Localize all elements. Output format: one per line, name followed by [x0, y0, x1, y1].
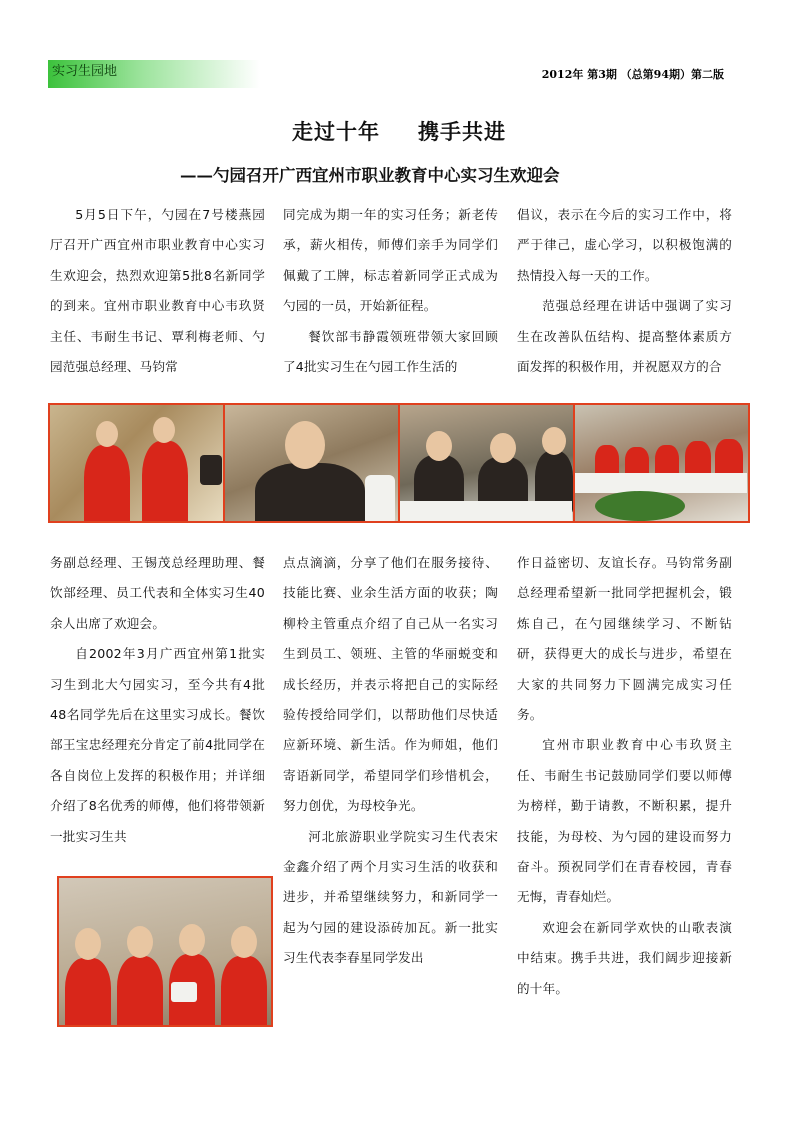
paragraph: 河北旅游职业学院实习生代表宋金鑫介绍了两个月实习生活的收获和进步，并希望继续努力，和新同学一起为勺园的建设添砖加瓦。新一批实习生代表李春星同学发出 — [283, 828, 498, 966]
photo-speaker — [225, 405, 398, 521]
article-title — [0, 116, 798, 146]
lower-column-3 — [517, 548, 732, 1004]
paragraph: 范强总经理在讲话中强调了实习生在改善队伍结构、提高整体素质方面发挥的积极作用，并祝愿双方的合 — [517, 298, 732, 375]
paragraph: 5月5日下午，勺园在7号楼燕园厅召开广西宜州市职业教育中心实习生欢迎会，热烈欢迎第5批8名新同学的到来。宜州市职业教育中心韦玖贤主任、韦耐生书记、覃利梅老师、勺园范强总经理、马钧常 — [50, 207, 265, 375]
photo-singing-students — [57, 876, 273, 1027]
upper-column-3 — [517, 200, 732, 382]
section-tag: 实习生园地 — [48, 60, 260, 88]
paragraph: 作日益密切、友谊长存。马钧常务副总经理希望新一批同学把握机会，锻炼自己，在勺园继续学习、不断钻研，获得更大的成长与进步，希望在大家的共同努力下圆满完成实习任务。 — [517, 555, 732, 723]
lower-column-2 — [283, 548, 498, 974]
article-title-part2: 携手共进 — [418, 119, 506, 144]
paragraph: 点点滴滴，分享了他们在服务接待、技能比赛、业余生活方面的收获；陶柳柃主管重点介绍了自己从一名实习生到员工、领班、主管的华丽蜕变和成长经历，并表示将把自己的实际经验传授给同学们，以帮助他们尽快适应新环境、新生活。作为师姐，他们寄语新同学，希望同学们珍惜机会，努力创优，为母校争光。 — [283, 555, 498, 814]
paragraph: 餐饮部韦静霞领班带领大家回顾了4批实习生在勺园工作生活的 — [283, 328, 498, 375]
paragraph: 务副总经理、王锡茂总经理助理、餐饮部经理、员工代表和全体实习生40余人出席了欢迎会。 — [50, 555, 265, 631]
article-subtitle: ——勺园召开广西宜州市职业教育中心实习生欢迎会 — [180, 166, 560, 185]
paragraph: 欢迎会在新同学欢快的山歌表演中结束。携手共进，我们阔步迎接新的十年。 — [517, 919, 732, 996]
paragraph: 倡议，表示在今后的实习工作中，将严于律己，虚心学习，以积极饱满的热情投入每一天的工作。 — [517, 207, 732, 283]
photo-strip — [48, 403, 750, 523]
lower-column-1 — [50, 548, 265, 852]
issue-info: 2012年 第3期 （总第94期）第二版 — [541, 68, 724, 81]
photo-conference-room — [575, 405, 748, 521]
paragraph: 宜州市职业教育中心韦玖贤主任、韦耐生书记鼓励同学们要以师傅为榜样，勤于请教，不断积累，提升技能，为母校、为勺园的建设而努力奋斗。预祝同学们在青春校园，青春无悔，青春灿烂。 — [517, 737, 732, 905]
paragraph: 同完成为期一年的实习任务；新老传承，薪火相传，师傅们亲手为同学们佩戴了工牌，标志着新同学正式成为勺园的一员，开始新征程。 — [283, 207, 498, 314]
upper-column-2 — [283, 200, 498, 382]
upper-column-1 — [50, 200, 265, 382]
article-title-part1: 走过十年 — [292, 119, 380, 144]
photo-head-table — [400, 405, 573, 521]
photo-badge-ceremony — [50, 405, 223, 521]
paragraph: 自2002年3月广西宜州第1批实习生到北大勺园实习，至今共有4批48名同学先后在这里实习成长。餐饮部王宝忠经理充分肯定了前4批同学在各自岗位上发挥的积极作用；并详细介绍了8名优秀的师傅，他们将带领新一批实习生共 — [50, 646, 265, 844]
